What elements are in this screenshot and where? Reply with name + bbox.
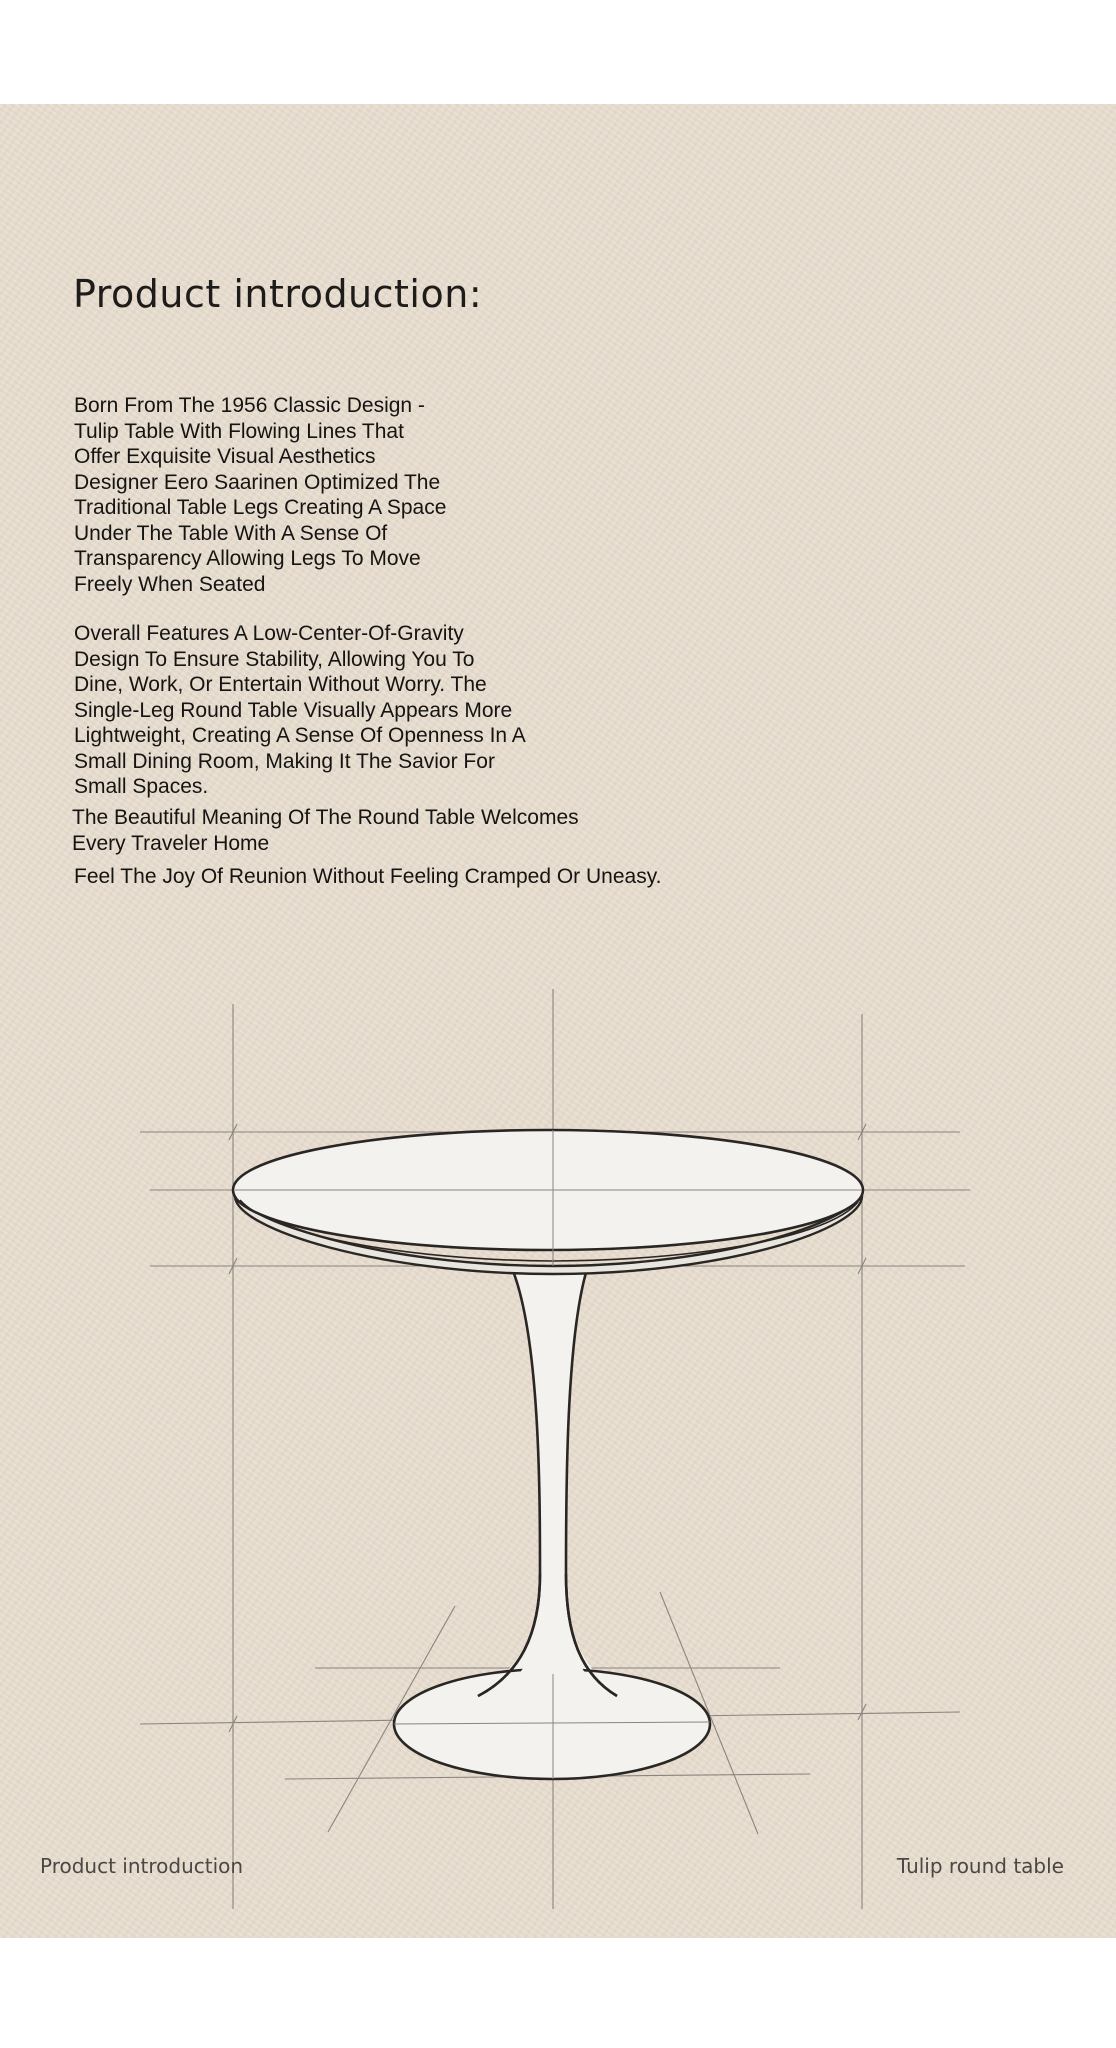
footer-left-label: Product introduction: [40, 1854, 244, 1878]
intro-paragraph-meaning: The Beautiful Meaning Of The Round Table Welcomes Every Traveler Home: [72, 806, 579, 855]
footer-right-label: Tulip round table: [896, 1854, 1064, 1878]
tulip-table-sketch-icon: [0, 974, 1116, 1934]
table-stem-fill-over-base: [500, 1614, 604, 1692]
intro-paragraph-design: Born From The 1956 Classic Design - Tulip Table With Flowing Lines That Offer Exquisite Visual Aesthetics Designer Eero Saarinen Optimized The Traditional Table Legs Creating A Space Under The Table With A Sense Of Transparency Allowing Legs To Move Freely When Seated: [74, 394, 447, 596]
product-page: [0, 104, 1116, 1938]
page-title: Product introduction:: [73, 272, 483, 316]
intro-paragraph-features: Overall Features A Low-Center-Of-Gravity Design To Ensure Stability, Allowing You To Dine, Work, Or Entertain Without Worry. The Single-Leg Round Table Visually Appears More Lightweight, Creating A Sense Of Openness In A Small Dining Room, Making It The Savior For Small Spaces.: [74, 622, 526, 798]
intro-paragraph-reunion: Feel The Joy Of Reunion Without Feeling Cramped Or Uneasy.: [74, 865, 662, 888]
